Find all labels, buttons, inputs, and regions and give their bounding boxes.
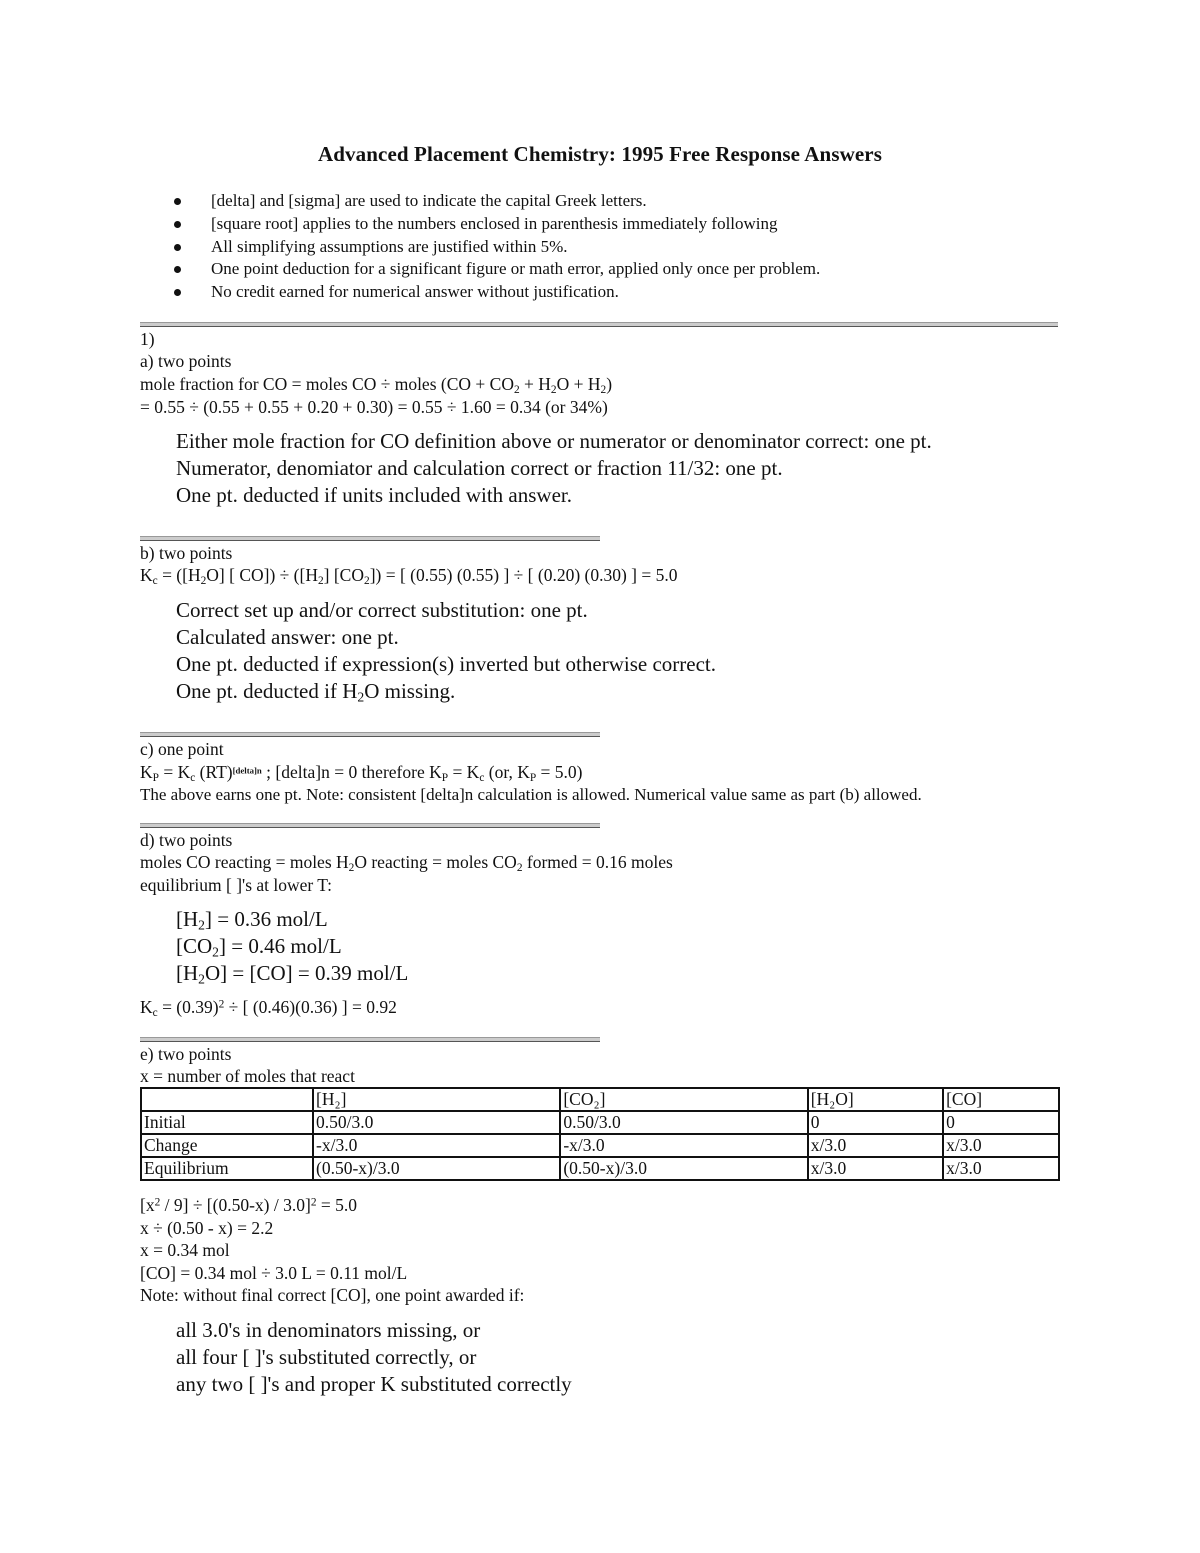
table-row xyxy=(141,1157,1059,1180)
table-cell: [CO] xyxy=(943,1088,1059,1111)
table-cell: Change xyxy=(141,1134,313,1157)
part-b-scoring-2: Calculated answer: one pt. xyxy=(176,625,399,649)
part-a-scoring-1: Either mole fraction for CO definition above or numerator or denominator correct: one pt. xyxy=(176,429,932,453)
part-d-conc-co2: $[CO_2] = 0.46$ mol/L xyxy=(176,934,342,960)
part-e-definition: x = number of moles that react xyxy=(140,1066,355,1086)
bullet-icon xyxy=(174,221,181,228)
part-e-scoring-3: any two [ ]'s and proper K substituted correctly xyxy=(176,1372,572,1396)
part-d-conc-h2: $[H_2] = 0.36$ mol/L xyxy=(176,907,328,933)
section-divider xyxy=(140,823,600,828)
table-cell: Initial xyxy=(141,1111,313,1134)
part-d-moles: moles CO reacting = moles $H_2O$ reacting = moles $CO_2$ formed = 0.16 moles xyxy=(140,852,673,874)
table-cell: [H₂O] xyxy=(808,1088,943,1111)
part-b-scoring-1: Correct set up and/or correct substitution: one pt. xyxy=(176,598,588,622)
table-cell: 0 xyxy=(943,1111,1059,1134)
section-divider xyxy=(140,322,1058,327)
table-header-row xyxy=(141,1088,1059,1111)
part-c-equation: $K_P = K_c$ (RT)$^{[delta]n}$ ; [delta]n = 0 therefore $K_P = K_c$ (or, $K_P = 5.0$) xyxy=(140,762,583,784)
table-cell: x/3.0 xyxy=(943,1134,1059,1157)
part-e-heading: e) two points xyxy=(140,1044,232,1064)
table-cell: x/3.0 xyxy=(808,1134,943,1157)
list-item: One point deduction for a significant figure or math error, applied only once per problem. xyxy=(146,258,820,281)
bullet-icon xyxy=(174,198,181,205)
part-b-scoring-4: One pt. deducted if $H_2O$ missing. xyxy=(176,679,456,705)
part-a-scoring-2: Numerator, denomiator and calculation correct or fraction 11/32: one pt. xyxy=(176,456,783,480)
part-d-equilibrium-label: equilibrium [ ]'s at lower T: xyxy=(140,875,332,895)
table-cell: -x/3.0 xyxy=(313,1134,560,1157)
part-a-mole-fraction: mole fraction for CO = moles CO ÷ moles $(CO + CO_2 + H_2O + H_2)$ xyxy=(140,374,613,396)
table-cell: -x/3.0 xyxy=(560,1134,807,1157)
table-cell: x/3.0 xyxy=(808,1157,943,1180)
part-e-calc-4: [CO] = 0.34 mol ÷ 3.0 L = 0.11 mol/L xyxy=(140,1263,408,1283)
table-cell: 0 xyxy=(808,1111,943,1134)
table-cell: 0.50/3.0 xyxy=(560,1111,807,1134)
part-e-calc-2: x ÷ (0.50 - x) = 2.2 xyxy=(140,1218,274,1238)
part-e-scoring-2: all four [ ]'s substituted correctly, or xyxy=(176,1345,477,1369)
list-item: No credit earned for numerical answer without justification. xyxy=(146,281,820,304)
table-row xyxy=(141,1134,1059,1157)
table-cell: Equilibrium xyxy=(141,1157,313,1180)
part-b-equation: $K_c = ([H_2O]$ [ $CO]) \div ([H_2] [CO_2])$ = [ (0.55) (0.55) ] ÷ [ (0.20) (0.30) ] = 5.0 xyxy=(140,565,678,587)
part-d-kc: $K_c = (0.39)^2$ ÷ [ (0.46)(0.36) ] = 0.92 xyxy=(140,997,397,1019)
list-item: All simplifying assumptions are justified within 5%. xyxy=(146,236,820,259)
part-e-scoring-1: all 3.0's in denominators missing, or xyxy=(176,1318,481,1342)
part-b-heading: b) two points xyxy=(140,543,233,563)
part-e-calc-3: x = 0.34 mol xyxy=(140,1240,230,1260)
table-row xyxy=(141,1111,1059,1134)
table-cell: (0.50-x)/3.0 xyxy=(313,1157,560,1180)
table-cell: 0.50/3.0 xyxy=(313,1111,560,1134)
part-d-heading: d) two points xyxy=(140,830,233,850)
table-cell: (0.50-x)/3.0 xyxy=(560,1157,807,1180)
part-a-heading: a) two points xyxy=(140,351,232,371)
question-number: 1) xyxy=(140,329,155,349)
part-e-note: Note: without final correct [CO], one point awarded if: xyxy=(140,1285,525,1305)
table-cell: [H₂] xyxy=(313,1088,560,1111)
table-cell: x/3.0 xyxy=(943,1157,1059,1180)
list-item: [delta] and [sigma] are used to indicate the capital Greek letters. xyxy=(146,190,820,213)
part-a-scoring-3: One pt. deducted if units included with answer. xyxy=(176,483,572,507)
ice-table xyxy=(140,1087,1060,1181)
list-item: [square root] applies to the numbers enclosed in parenthesis immediately following xyxy=(146,213,820,236)
part-a-calculation: = 0.55 ÷ (0.55 + 0.55 + 0.20 + 0.30) = 0.55 ÷ 1.60 = 0.34 (or 34%) xyxy=(140,397,608,417)
bullet-icon xyxy=(174,289,181,296)
page-title: Advanced Placement Chemistry: 1995 Free Response Answers xyxy=(318,142,882,166)
table-cell: [CO₂] xyxy=(560,1088,807,1111)
section-divider xyxy=(140,536,600,541)
section-divider xyxy=(140,732,600,737)
part-c-note: The above earns one pt. Note: consistent [delta]n calculation is allowed. Numerical value same as part (b) allowed. xyxy=(140,785,922,804)
bullet-icon xyxy=(174,244,181,251)
bullet-icon xyxy=(174,266,181,273)
part-e-calc-1: $[x^2 / 9] \div [(0.50-x) / 3.0]^2 = 5.0$ xyxy=(140,1195,357,1215)
part-d-conc-h2o: $[H_2O] = [CO] = 0.39$ mol/L xyxy=(176,961,409,987)
notes-list xyxy=(146,190,820,304)
part-b-scoring-3: One pt. deducted if expression(s) inverted but otherwise correct. xyxy=(176,652,716,676)
section-divider xyxy=(140,1037,600,1042)
part-c-heading: c) one point xyxy=(140,739,224,759)
table-cell xyxy=(141,1088,313,1111)
